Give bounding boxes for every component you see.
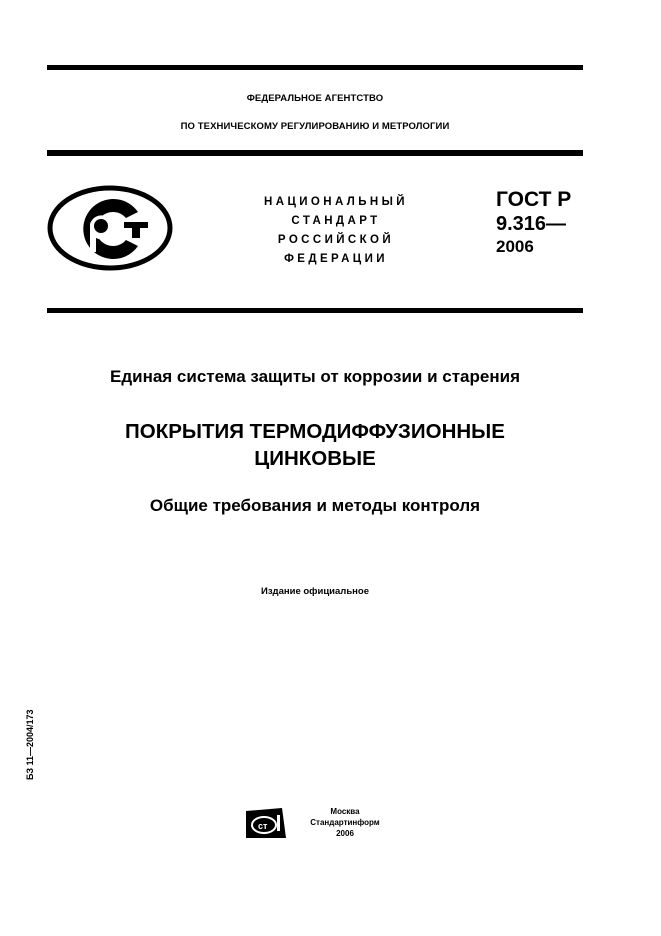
- national-line: ФЕДЕРАЦИИ: [284, 253, 388, 265]
- side-code: БЗ 11—2004/173: [25, 709, 35, 780]
- agency-line-2: ПО ТЕХНИЧЕСКОМУ РЕГУЛИРОВАНИЮ И МЕТРОЛОГИИ: [180, 121, 450, 132]
- bottom-rule: [47, 308, 583, 313]
- agency-line-1: ФЕДЕРАЛЬНОЕ АГЕНТСТВО: [246, 93, 384, 104]
- document-subtitle: Общие требования и методы контроля: [149, 496, 481, 515]
- publisher-year: 2006: [336, 829, 354, 838]
- document-title: [47, 418, 583, 472]
- middle-rule: [47, 150, 583, 156]
- publisher-name: Стандартинформ: [310, 818, 380, 827]
- edition-note: Издание официальное: [261, 586, 369, 597]
- publisher-city: Москва: [330, 807, 360, 816]
- gost-number: 9.316—: [496, 213, 567, 235]
- national-line: РОССИЙСКОЙ: [277, 234, 395, 246]
- series-title: Единая система защиты от коррозии и старения: [109, 367, 520, 386]
- publisher-info: [300, 806, 390, 839]
- title-line-1: ПОКРЫТИЯ ТЕРМОДИФФУЗИОННЫЕ: [125, 420, 505, 443]
- gost-year: 2006: [496, 237, 534, 256]
- national-standard-heading: [226, 193, 446, 269]
- gost-designation: [496, 188, 571, 258]
- gost-label: ГОСТ Р: [496, 188, 572, 211]
- top-rule: [47, 65, 583, 70]
- standartinform-logo-icon: [246, 808, 286, 838]
- national-line: СТАНДАРТ: [291, 215, 381, 227]
- national-line: НАЦИОНАЛЬНЫЙ: [264, 196, 408, 208]
- rst-gost-emblem-icon: [46, 184, 174, 272]
- svg-text:ст: ст: [258, 821, 268, 831]
- title-line-2: ЦИНКОВЫЕ: [254, 447, 376, 470]
